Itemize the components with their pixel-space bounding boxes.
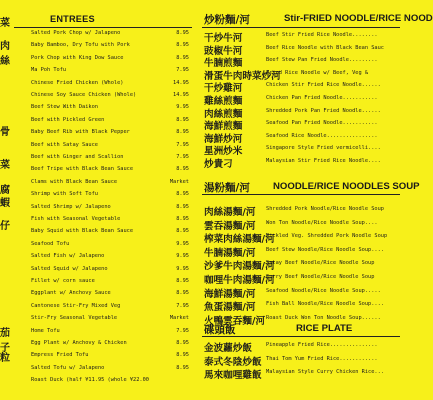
item-name: Salted Shrimp w/ Jalapeno (31, 203, 111, 210)
rice-plate-underline (202, 336, 400, 337)
item-name: Beef with Ginger and Scallion (31, 154, 124, 160)
item-chinese-name: 牛腩煎麵 (204, 58, 243, 70)
item-price: 7.95 (176, 302, 189, 309)
item-english-name: Roast Duck Won Ton Noodle Soup...... (266, 314, 381, 321)
item-chinese-name: 干炒雞河 (204, 83, 243, 95)
item-name: Egg Plant w/ Anchovy & Chicken (31, 340, 127, 346)
menu-item (31, 129, 189, 140)
menu-item (200, 93, 400, 105)
item-price: 8.95 (176, 364, 189, 371)
item-chinese-name: 星洲炒米 (204, 146, 243, 158)
item-name: Beef Stew With Daikon (31, 104, 98, 111)
item-name: Stir-Fry Seasonal Vegetable (31, 315, 118, 322)
item-price: 8.95 (176, 191, 189, 198)
item-price: 8.95 (176, 54, 189, 61)
item-english-name: Fish Ball Noodle/Rice Noodle Soup.... (266, 301, 384, 308)
rice-plate-zh-title: 碟頭飯 (204, 324, 236, 336)
menu-item (31, 204, 189, 215)
item-name: Baby Bamboo, Dry Tofu with Pork (31, 42, 130, 49)
menu-item (31, 154, 189, 165)
item-name: Baby Beef Rib with Black Pepper (31, 129, 130, 136)
item-english-name: Singapore Style Fried vermicelli.... (266, 145, 381, 152)
item-chinese-name: 魚蛋湯麵/河 (204, 302, 256, 314)
menu-item (31, 30, 189, 41)
entrees-underline (14, 27, 192, 28)
item-english-name: Shredded Pork Noodle/Rice Noodle Soup (266, 206, 384, 212)
left-edge-chinese (0, 0, 13, 400)
item-english-name: Shredded Pork Pan Fried Noodle...... (266, 107, 381, 114)
menu-item (31, 328, 189, 339)
item-price: 8.95 (176, 228, 189, 235)
menu-item (200, 231, 400, 246)
item-english-name: Malaysian Stir Fried Rice Noodle.... (266, 158, 381, 164)
item-name: Clams with Black Bean Sauce (31, 178, 118, 185)
item-name: Salted Squid w/ Jalapeno (31, 265, 108, 272)
edge-char: 骨 (0, 127, 10, 138)
menu-item (200, 30, 400, 42)
menu-item (200, 272, 400, 284)
item-english-name: Seafood Pan Fried Noodle........... (266, 120, 378, 127)
stir-fried-underline (202, 27, 400, 28)
entrees-title: ENTREES (50, 14, 95, 24)
menu-item (31, 117, 189, 128)
item-name: Seafood Tofu (31, 240, 70, 247)
item-chinese-name: 馬來咖哩雞飯 (204, 370, 262, 381)
item-name: Fillet w/ corn sauce (31, 278, 95, 284)
item-name: Empress Fried Tofu (31, 352, 89, 359)
item-chinese-name: 海鮮湯麵/河 (204, 288, 256, 300)
item-price: 8.95 (176, 116, 189, 123)
item-price: 8.95 (176, 216, 189, 222)
item-chinese-name: 海鮮炒河 (204, 133, 243, 145)
item-name: Chinese Fried Chicken (Whole) (31, 79, 124, 86)
item-english-name: Beef Stir Fried Rice Noodle........ (266, 32, 378, 38)
item-price: 8.95 (176, 129, 189, 136)
soup-en-title: NOODLE/RICE NOODLES SOUP (273, 181, 420, 192)
item-chinese-name: 金波蘿炒飯 (204, 343, 252, 354)
item-english-name: Seafood Noodle/Rice Noodle Soup..... (266, 287, 381, 294)
menu-item (31, 266, 189, 277)
item-price: 7.95 (176, 154, 189, 160)
item-english-name: Pickled Veg. Shredded Pork Noodle Soup (266, 233, 388, 240)
menu-item (200, 245, 400, 257)
rice-plate-en-title: RICE PLATE (296, 323, 353, 334)
stir-fried-zh-title: 炒粉麵/河 (204, 14, 250, 26)
item-price: 9.95 (176, 104, 189, 111)
item-price: 8.95 (176, 340, 189, 346)
item-name: Salted Fish w/ Jalapeno (31, 253, 105, 260)
item-price: 14.95 (173, 92, 189, 98)
item-price: 7.95 (176, 67, 189, 74)
item-name: Shrimp with Soft Tofu (31, 191, 98, 198)
menu-item (200, 143, 400, 158)
item-name: Salted Tofu w/ Jalapeno (31, 364, 105, 371)
menu-item (200, 43, 400, 55)
menu-item (31, 179, 189, 190)
item-price: 9.95 (176, 240, 189, 247)
item-english-name: Seafood Rice Noodle................ (266, 132, 378, 139)
menu-item (200, 156, 400, 168)
item-chinese-name: 沙爹牛肉湯麵/河 (204, 261, 275, 273)
menu-item (200, 218, 400, 230)
edge-char: 茄子 (0, 328, 10, 354)
menu-item (200, 204, 400, 216)
menu-item (31, 142, 189, 153)
menu-item (31, 55, 189, 66)
item-chinese-name: 干炒牛河 (204, 33, 243, 44)
menu-item (31, 278, 189, 289)
edge-char: 菜 (0, 18, 10, 29)
menu-item (31, 191, 189, 202)
menu-item (200, 68, 400, 80)
item-name: Cantonese Stir-Fry Mixed Veg (31, 302, 121, 309)
item-price: 8.95 (176, 166, 189, 173)
menu-item (200, 354, 400, 366)
item-chinese-name: 牛腩湯麵/河 (204, 247, 256, 259)
entrees-column (0, 0, 192, 400)
soup-zh-title: 湯粉麵/河 (204, 182, 250, 194)
item-price: 8.95 (176, 42, 189, 49)
edge-char: 仔 (0, 221, 10, 232)
item-chinese-name: 雞絲煎麵 (204, 96, 243, 107)
item-english-name: Beef Rice Noodle with Black Bean Sauc (266, 44, 384, 51)
item-english-name: Won Ton Noodle/Rice Noodle Soup.... (266, 219, 378, 226)
item-price: 8.95 (176, 203, 189, 210)
item-english-name: Beef Stew Noodle/Rice Noodle Soup.... (266, 246, 384, 253)
item-english-name: Beef Stew Pan Fried Noodle......... (266, 57, 378, 64)
menu-item (31, 352, 189, 363)
item-chinese-name: 海鮮煎麵 (204, 121, 243, 133)
menu-item (200, 367, 400, 379)
menu-item (200, 131, 400, 143)
item-price: 9.95 (176, 265, 189, 272)
item-chinese-name: 火鴨雲吞麵/河 (204, 315, 266, 327)
item-name: Home Tofu (31, 327, 60, 334)
item-price: 8.95 (176, 278, 189, 284)
menu-item (31, 67, 189, 78)
menu-item (200, 55, 400, 70)
menu-item (31, 241, 189, 252)
item-english-name: Satay Beef Noodle/Rice Noodle Soup (266, 260, 375, 267)
item-name: Eggplant w/ Anchovy Sauce (31, 290, 111, 297)
item-name: Fish with Seasonal Vegetable (31, 216, 121, 222)
menu-item (31, 228, 189, 239)
item-english-name: Chicken Stir Fried Rice Noodle...... (266, 82, 381, 89)
menu-item (200, 106, 400, 118)
edge-char: 腐 (0, 185, 10, 196)
menu-item (31, 303, 189, 314)
item-chinese-name: 咖哩牛肉湯麵/河 (204, 275, 275, 286)
menu-item (31, 216, 189, 227)
item-name: Beef Tripe with Black Bean Sauce (31, 166, 134, 173)
item-chinese-name: 炒貴刁 (204, 159, 233, 170)
menu-item (31, 42, 189, 53)
menu-item (31, 340, 189, 351)
menu-item (31, 377, 189, 388)
item-name: Ma Poh Tofu (31, 67, 67, 74)
item-chinese-name: 豉椒牛河 (204, 45, 243, 57)
item-name: Salted Pork Chop w/ Jalapeno (31, 30, 121, 36)
item-price: 7.95 (176, 141, 189, 148)
item-price: 7.95 (176, 327, 189, 334)
menu-item (31, 290, 189, 301)
item-chinese-name: 肉絲煎麵 (204, 108, 243, 120)
item-chinese-name: 榨菜肉絲湯麵/河 (204, 234, 275, 246)
item-price: 9.95 (176, 253, 189, 260)
edge-char: 蝦 (0, 198, 10, 209)
menu-item (31, 365, 189, 376)
item-chinese-name: 肉絲湯麵/河 (204, 207, 256, 218)
stir-fried-en-title: Stir-FRIED NOODLE/RICE NOOD (284, 13, 433, 24)
menu-item (200, 80, 400, 95)
item-chinese-name: 泰式冬陰炒飯 (204, 356, 262, 368)
menu-item (200, 340, 400, 352)
item-name: Chinese Soy Sauce Chicken (Whole) (31, 92, 137, 98)
menu-item (31, 104, 189, 115)
item-english-name: Malaysian Style Curry Chicken Rice... (266, 369, 384, 375)
edge-char: 菜 (0, 160, 10, 171)
item-english-name: Curry Beef Noodle/Rice Noodle Soup (266, 274, 375, 280)
item-price: Market (169, 178, 189, 185)
menu-item (200, 299, 400, 314)
item-name: Beef with Pickled Green (31, 116, 105, 123)
item-price: 8.95 (176, 352, 189, 359)
item-english-name: Pineapple Fried Rice............... (266, 342, 378, 348)
item-price: Market (169, 315, 189, 322)
menu-item (31, 253, 189, 264)
item-price: 14.95 (173, 79, 189, 86)
edge-char: 粒 (0, 353, 10, 364)
menu-item (200, 118, 400, 133)
item-name: Baby Squid with Black Bean Sauce (31, 228, 134, 235)
item-price: 8.95 (176, 290, 189, 297)
item-name: Beef with Satay Sauce (31, 141, 98, 148)
menu-item (200, 286, 400, 298)
soup-underline (202, 194, 400, 195)
edge-char: 肉絲 (0, 41, 10, 67)
item-english-name: Thai Tom Yum Fried Rice............ (266, 355, 378, 362)
menu-item (31, 166, 189, 177)
item-chinese-name: 雲吞湯麵/河 (204, 220, 256, 232)
menu-item (31, 315, 189, 326)
menu-item (200, 258, 400, 273)
noodles-column (200, 0, 433, 400)
menu-item (31, 92, 189, 103)
item-price: 8.95 (176, 30, 189, 36)
item-name: Roast Duck (half ¥11.95 (whole ¥22.00 (31, 377, 149, 384)
item-english-name: Fried Rice Noodle w/ Beef, Veg & (266, 69, 369, 76)
item-english-name: Chicken Pan Fried Noodle........... (266, 95, 378, 101)
item-name: Pork Chop with King Dow Sauce (31, 54, 124, 61)
menu-item (31, 80, 189, 91)
item-chinese-name: 滑蛋牛肉時菜炒河 (204, 70, 281, 82)
